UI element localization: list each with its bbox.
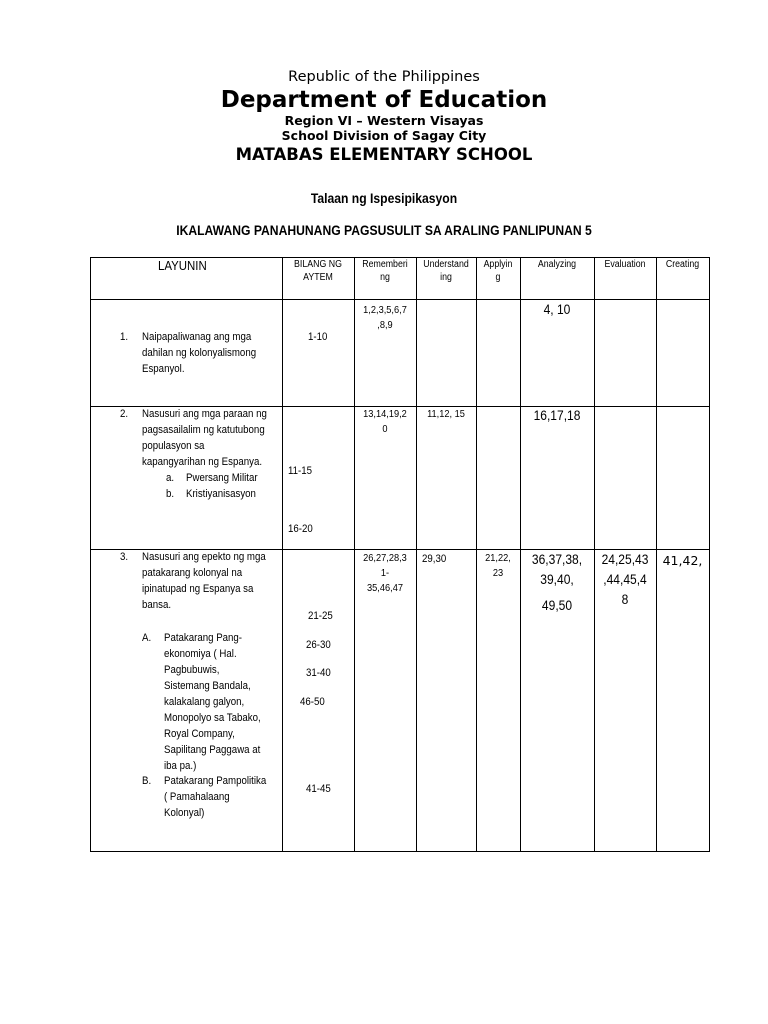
row-2-items-b: 16-20 [288,523,313,535]
sub-item-line: Pagbubuwis, [164,664,220,676]
table-divider [354,257,355,852]
objective-line: ipinatupad ng Espanya sa [142,583,254,595]
sub-item-line: Patakarang Pampolitika [164,775,267,787]
row-3-evaluation [598,549,651,609]
row-2-objective [142,406,267,470]
cell-line: 26,27,28,3 [363,552,407,564]
objective-line: pagsasailalim ng katutubong [142,424,265,436]
sub-item-line: Kolonyal) [164,807,205,819]
sub-item-line: iba pa.) [164,760,197,772]
objective-line: bansa. [142,599,172,611]
table-divider [282,257,283,852]
sub-item-line: Royal Company, [164,728,235,740]
column-header-applying [479,258,518,284]
column-header-understanding-line: Understand [423,259,469,270]
column-header-understanding [420,258,473,284]
table-border-bottom [90,851,710,852]
column-header-evaluation: Evaluation [604,259,646,270]
row-2-number: 2. [120,408,129,420]
cell-line: 1,2,3,5,6,7 [363,304,407,316]
column-header-layunin: LAYUNIN [158,258,207,273]
row-2-sub-b: Kristiyanisasyon [186,488,256,500]
table-border-right [709,257,710,852]
cell-line: 35,46,47 [367,582,403,594]
column-header-understanding-line: ing [440,272,452,283]
header-republic: Republic of the Philippines [288,69,480,85]
row-1-items: 1-10 [308,331,328,343]
row-3-understanding: 29,30 [422,553,447,565]
sub-item-line: Sapilitang Paggawa at [164,744,261,756]
cell-line: 13,14,19,2 [363,408,407,420]
exam-title: IKALAWANG PANAHUNANG PAGSUSULIT SA ARALING PANLIPUNAN 5 [176,223,592,238]
sub-item-line: kalakalang galyon, [164,696,245,708]
cell-line: 1- [380,567,390,579]
table-divider [520,257,521,852]
objective-line: dahilan ng kolonyalismong [142,347,257,359]
cell-line: 39,40, [540,571,574,587]
column-header-bilang-line: AYTEM [303,272,333,283]
row-2-sub-a-label: a. [166,472,175,484]
row-3-remembering [358,551,413,596]
objective-line: populasyon sa [142,440,205,452]
column-header-applying-line: g [495,272,501,283]
row-3-items: 41-45 [306,783,331,795]
table-border-left [90,257,91,852]
row-3-items: 46-50 [300,696,325,708]
row-3-sub-b [164,773,266,821]
table-divider [594,257,595,852]
row-3-sub-a [164,630,261,774]
objective-line: patakarang kolonyal na [142,567,243,579]
row-2-sub-a: Pwersang Militar [186,472,258,484]
cell-line: 21,22, [485,552,511,564]
row-1-number: 1. [120,331,129,343]
row-3-creating: 41,42, [662,553,703,568]
objective-line: Nasusuri ang mga paraan ng [142,408,267,420]
row-3-items: 31-40 [306,667,331,679]
table-divider [416,257,417,852]
sub-item-line: ( Pamahalaang [164,791,230,803]
objective-line: kapangyarihan ng Espanya. [142,456,263,468]
objective-line: Espanyol. [142,363,185,375]
column-header-analyzing: Analyzing [537,259,577,270]
sub-item-line: Sistemang Bandala, [164,680,251,692]
column-header-remembering-line: ng [380,272,390,283]
row-3-objective [142,549,266,613]
header-school: MATABAS ELEMENTARY SCHOOL [235,145,533,164]
row-1-objective [142,329,256,377]
cell-line: 49,50 [541,597,573,613]
cell-line: 36,37,38, [531,551,583,567]
cell-line: 24,25,43 [601,551,649,567]
row-2-analyzing: 16,17,18 [533,407,581,423]
row-3-analyzing [525,549,589,615]
header-department: Department of Education [220,87,548,113]
document-subtitle: Talaan ng Ispesipikasyon [310,191,458,206]
cell-line: 0 [382,423,388,435]
row-2-remembering [358,407,413,437]
row-2-sub-b-label: b. [166,488,175,500]
column-header-bilang [286,258,349,284]
cell-line: ,8,9 [377,319,393,331]
row-3-items: 26-30 [306,639,331,651]
row-3-sub-a-label: A. [142,632,152,644]
column-header-bilang-line: BILANG NG [294,259,342,270]
header-region: Region VI – Western Visayas [284,113,484,128]
column-header-applying-line: Applyin [483,259,513,270]
objective-line: Naipapaliwanag ang mga [142,331,252,343]
column-header-remembering-line: Rememberi [362,259,408,270]
row-3-applying [479,551,518,581]
sub-item-line: Patakarang Pang- [164,632,243,644]
column-header-remembering [358,258,413,284]
column-header-creating: Creating [665,259,700,270]
row-1-analyzing: 4, 10 [543,301,571,317]
cell-line: 23 [492,567,504,579]
row-3-sub-b-label: B. [142,775,152,787]
row-2-items-a: 11-15 [288,465,313,477]
row-2-understanding: 11,12, 15 [427,408,465,420]
objective-line: Nasusuri ang epekto ng mga [142,551,266,563]
row-3-number: 3. [120,551,129,563]
header-division: School Division of Sagay City [281,128,487,143]
row-3-items: 21-25 [308,610,333,622]
table-divider [476,257,477,852]
row-1-remembering [358,303,413,333]
cell-line: ,44,45,4 [603,571,647,587]
sub-item-line: Monopolyo sa Tabako, [164,712,261,724]
cell-line: 8 [621,591,629,607]
sub-item-line: ekonomiya ( Hal. [164,648,237,660]
specification-table [90,257,710,852]
table-row-divider [90,299,710,300]
